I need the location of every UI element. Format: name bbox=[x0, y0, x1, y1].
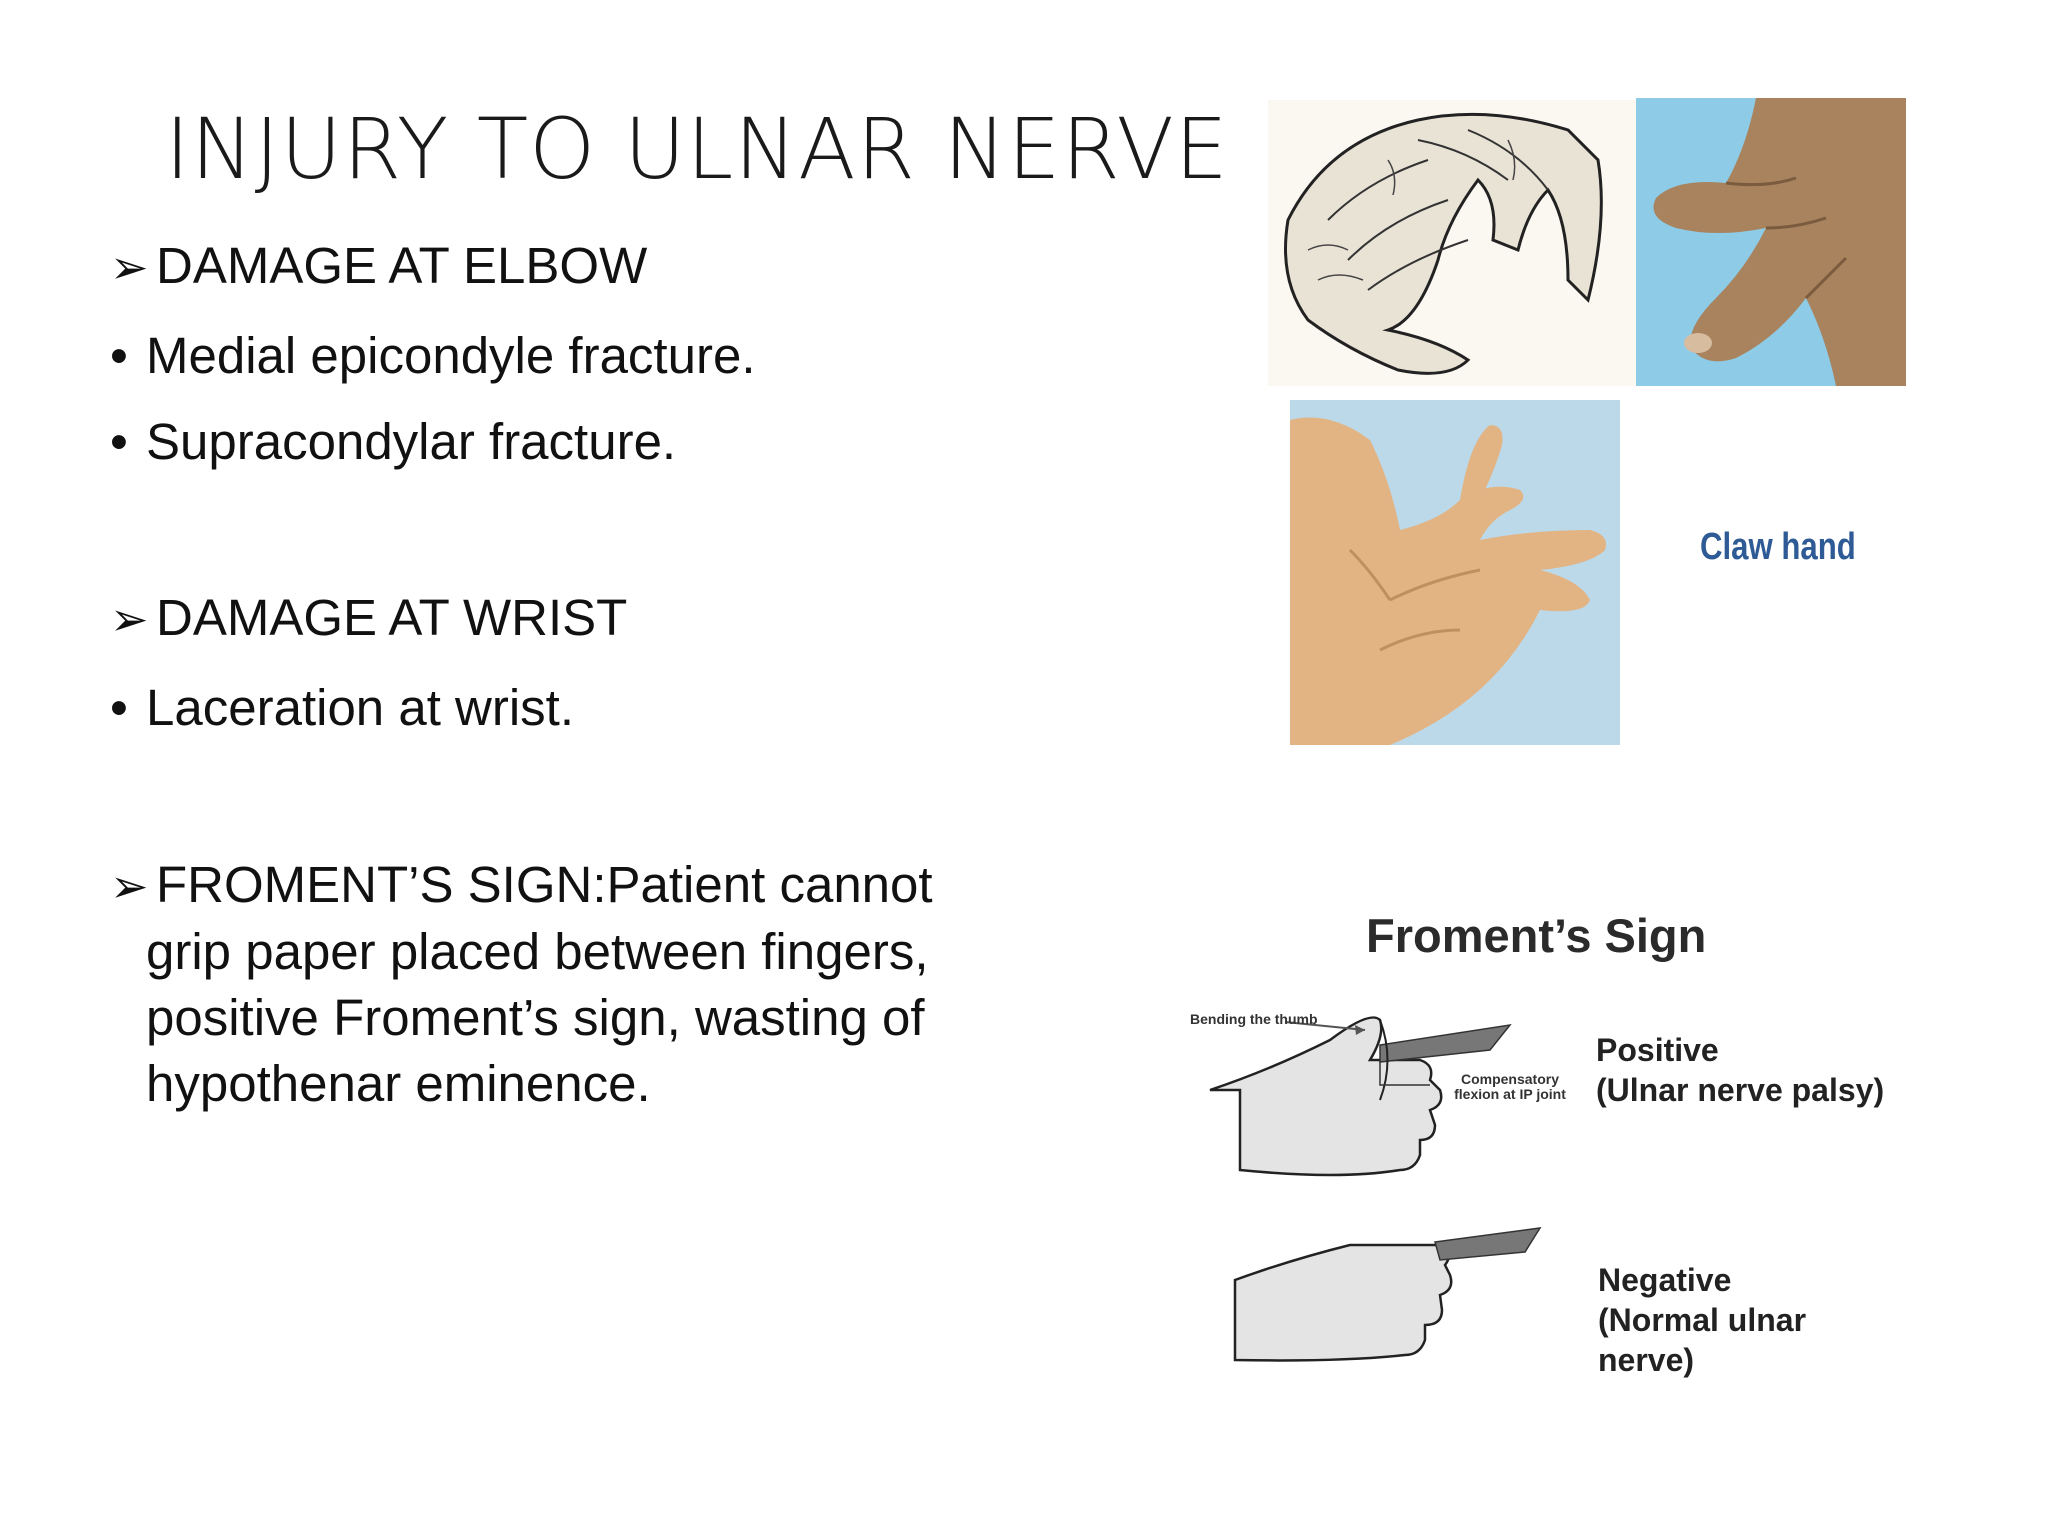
bullet-text: Supracondylar fracture. bbox=[146, 413, 677, 470]
negative-line3: nerve) bbox=[1598, 1342, 1695, 1378]
negative-line2: (Normal ulnar bbox=[1598, 1302, 1807, 1338]
slide-title: INJURY TO ULNAR NERVE bbox=[165, 100, 1229, 198]
positive-line2: (Ulnar nerve palsy) bbox=[1596, 1072, 1885, 1108]
claw-hand-photo-top bbox=[1636, 98, 1906, 386]
bullet-item bbox=[110, 326, 756, 385]
claw-hand-label: Claw hand bbox=[1700, 526, 1856, 568]
heading-text: DAMAGE AT ELBOW bbox=[156, 237, 648, 294]
negative-label bbox=[1598, 1260, 1806, 1380]
annotation-compensatory-flexion: Compensatory flexion at IP joint bbox=[1454, 1071, 1566, 1102]
annotation-bending-thumb: Bending the thumb bbox=[1190, 1011, 1318, 1027]
bullet-dot-icon: • bbox=[110, 327, 128, 384]
heading-text: DAMAGE AT WRIST bbox=[156, 589, 628, 646]
paragraph-first-line bbox=[110, 852, 1030, 919]
positive-label bbox=[1596, 1030, 1884, 1110]
bullet-dot-icon: • bbox=[110, 679, 128, 736]
positive-line1: Positive bbox=[1596, 1032, 1719, 1068]
bullet-text: Medial epicondyle fracture. bbox=[146, 327, 756, 384]
paragraph-first-line-text: FROMENT’S SIGN:Patient cannot bbox=[156, 856, 933, 913]
arrow-bullet-icon: ➢ bbox=[110, 860, 149, 912]
bullet-item bbox=[110, 412, 676, 471]
claw-hand-sketch-image bbox=[1268, 100, 1636, 386]
claw-hand-photo-bottom-drawing bbox=[1290, 400, 1620, 745]
bullet-text: Laceration at wrist. bbox=[146, 679, 575, 736]
bullet-item bbox=[110, 678, 574, 737]
arrow-bullet-icon: ➢ bbox=[110, 241, 149, 293]
heading-damage-at-elbow bbox=[110, 236, 647, 295]
arrow-bullet-icon: ➢ bbox=[110, 593, 149, 645]
froment-figure-title: Froment’s Sign bbox=[1366, 909, 1707, 962]
froment-sign-paragraph bbox=[110, 852, 1030, 1117]
claw-hand-photo-top-drawing bbox=[1636, 98, 1906, 386]
claw-hand-photo-bottom bbox=[1290, 400, 1620, 745]
negative-line1: Negative bbox=[1598, 1262, 1732, 1298]
claw-hand-sketch-drawing bbox=[1268, 100, 1636, 386]
bullet-dot-icon: • bbox=[110, 413, 128, 470]
heading-damage-at-wrist bbox=[110, 588, 627, 647]
paragraph-rest: grip paper placed between fingers, positive Froment’s sign, wasting of hypothenar eminence. bbox=[146, 923, 929, 1112]
froment-hands-drawing bbox=[1180, 990, 1600, 1390]
